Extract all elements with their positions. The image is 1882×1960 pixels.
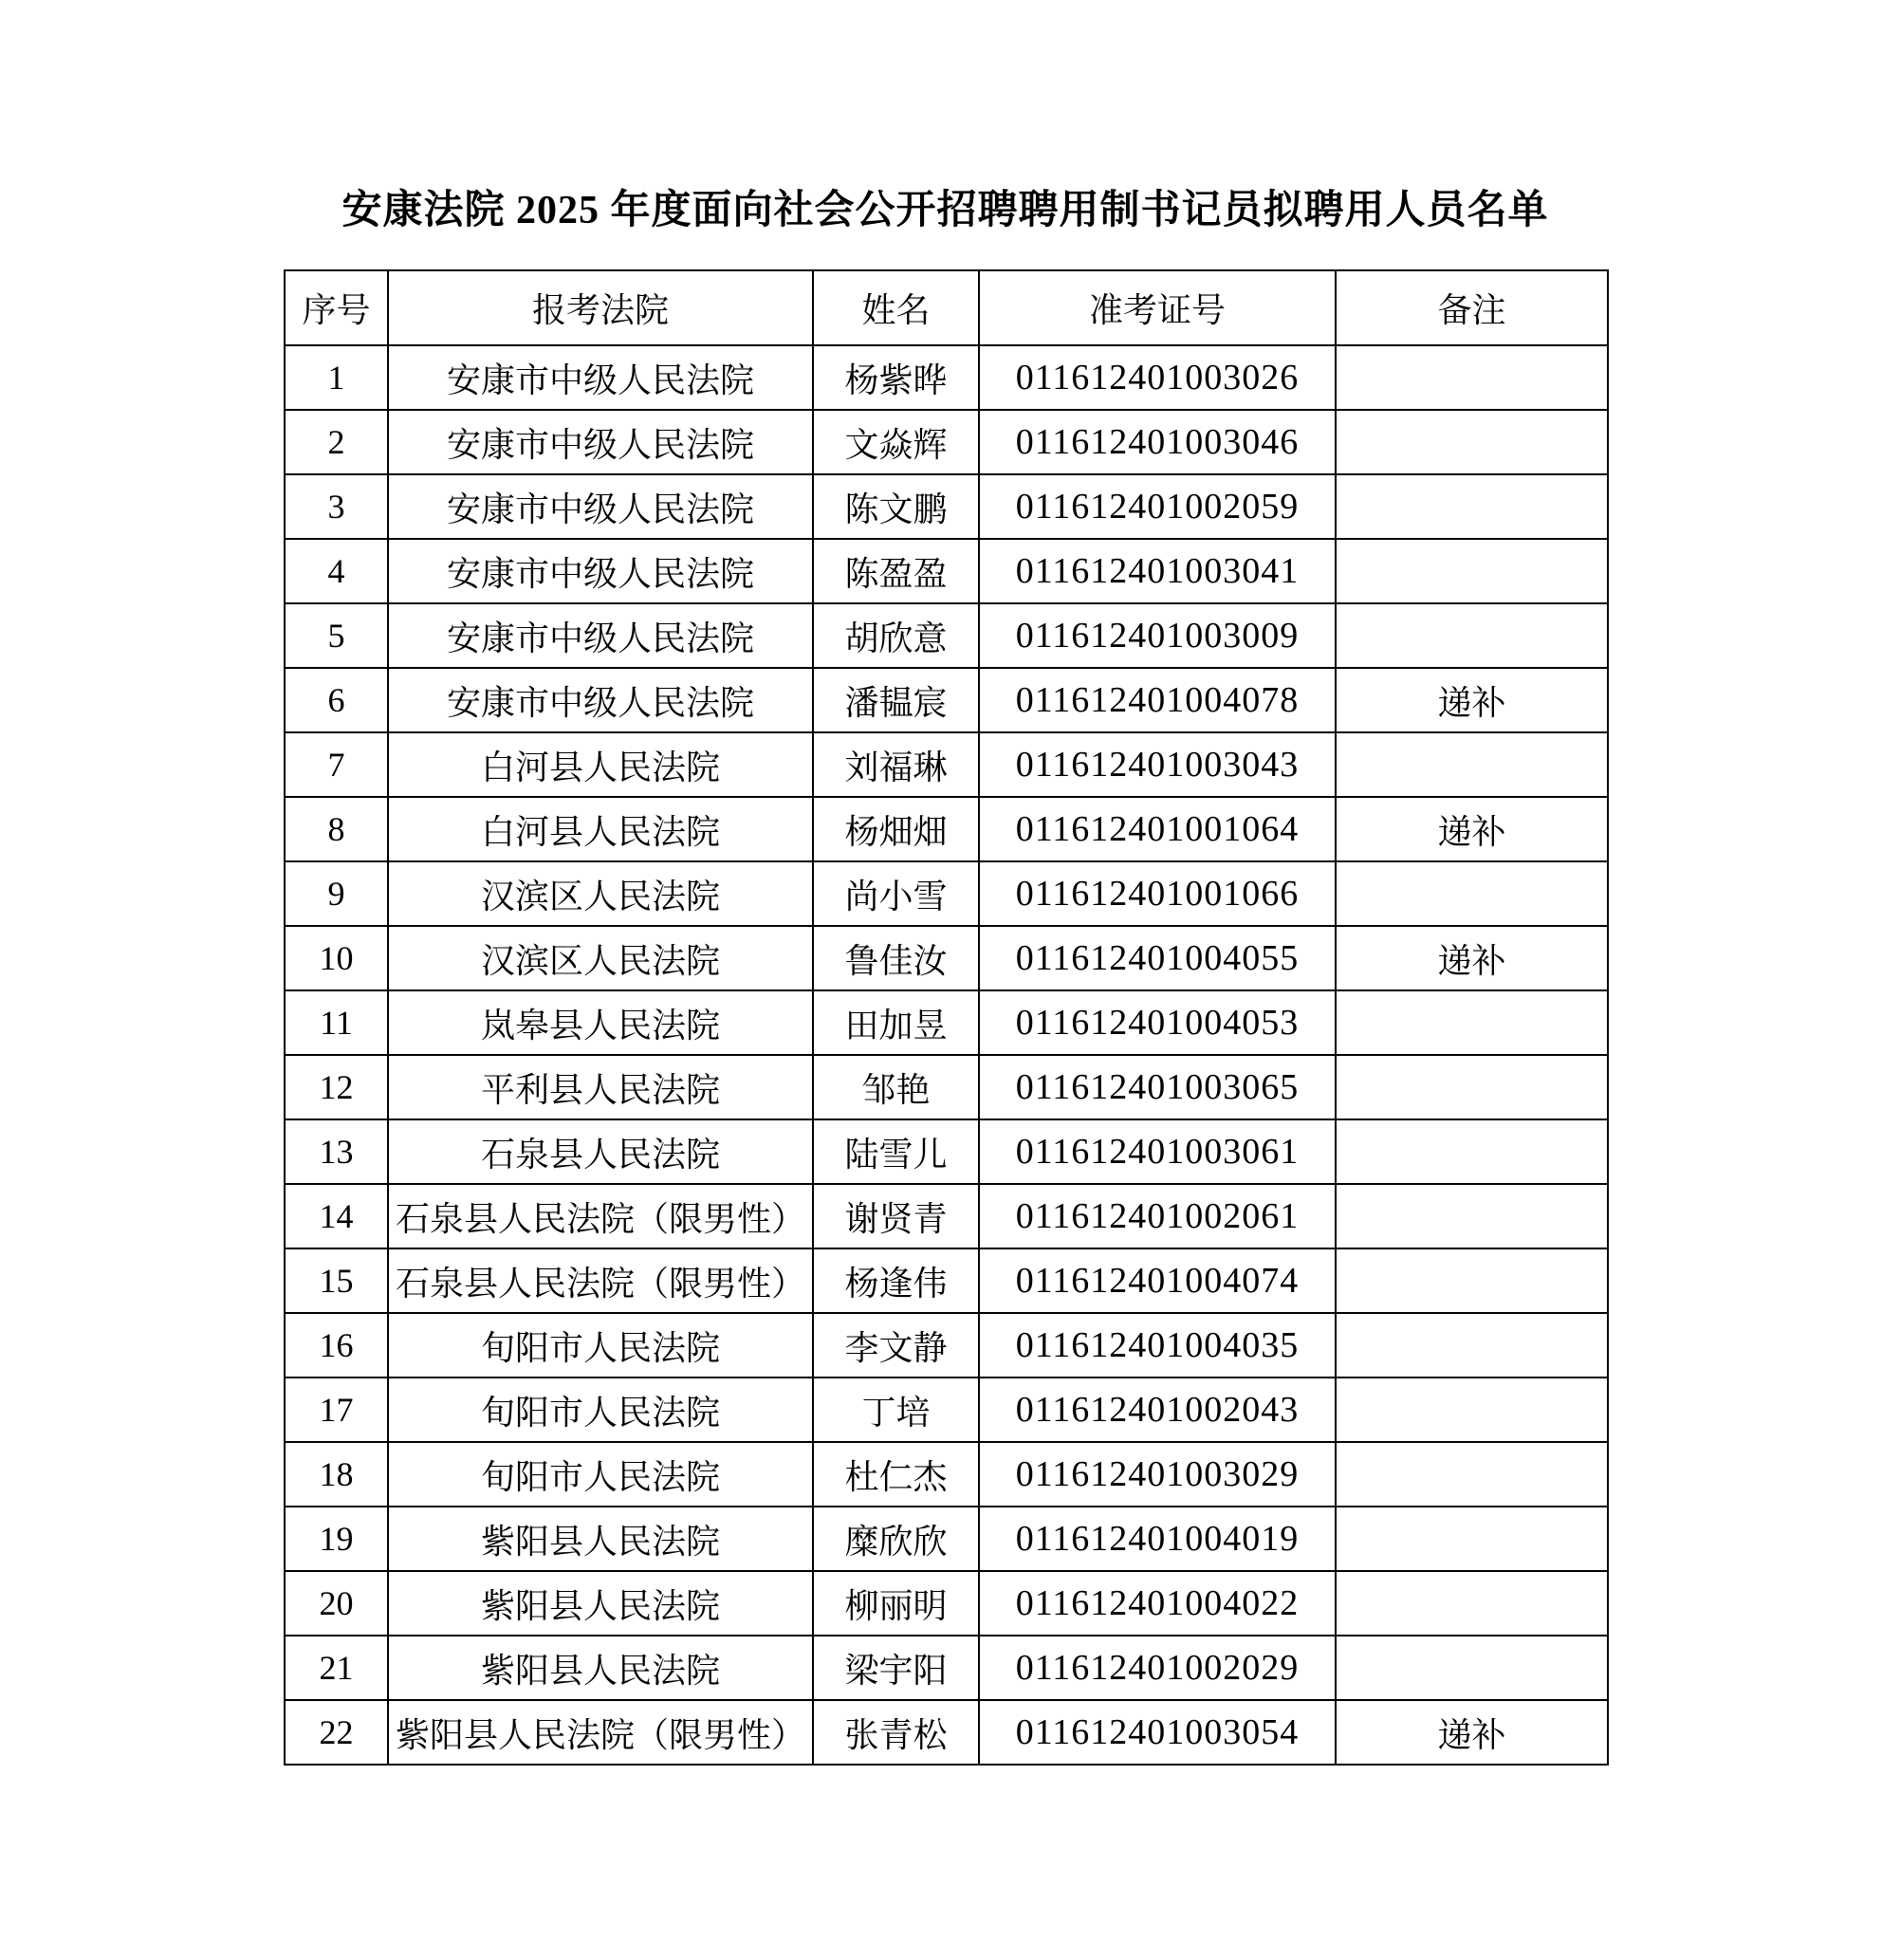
cell-remark (1336, 1442, 1608, 1507)
cell-seq: 12 (285, 1055, 388, 1119)
table-row (285, 990, 1608, 1055)
cell-remark: 递补 (1336, 668, 1608, 732)
cell-court: 紫阳县人民法院 (388, 1571, 813, 1636)
cell-ticket: 011612401004053 (979, 990, 1336, 1055)
table-row (285, 1700, 1608, 1765)
cell-court: 旬阳市人民法院 (388, 1378, 813, 1442)
cell-ticket: 011612401003054 (979, 1700, 1336, 1765)
col-header-seq: 序号 (285, 270, 388, 345)
table-row (285, 603, 1608, 668)
table-row (285, 539, 1608, 603)
cell-remark (1336, 1378, 1608, 1442)
table-row (285, 410, 1608, 474)
table-row (285, 474, 1608, 539)
cell-remark (1336, 1055, 1608, 1119)
cell-court: 平利县人民法院 (388, 1055, 813, 1119)
cell-remark: 递补 (1336, 926, 1608, 990)
cell-court: 安康市中级人民法院 (388, 668, 813, 732)
cell-name: 文焱辉 (813, 410, 979, 474)
table-row (285, 1055, 1608, 1119)
table-row (285, 1119, 1608, 1184)
cell-ticket: 011612401004022 (979, 1571, 1336, 1636)
table-row (285, 732, 1608, 797)
col-header-remark: 备注 (1336, 270, 1608, 345)
cell-name: 杜仁杰 (813, 1442, 979, 1507)
cell-remark (1336, 410, 1608, 474)
cell-remark (1336, 1248, 1608, 1313)
cell-court: 紫阳县人民法院（限男性） (388, 1700, 813, 1765)
cell-ticket: 011612401004074 (979, 1248, 1336, 1313)
table-row (285, 1442, 1608, 1507)
table-row (285, 861, 1608, 926)
cell-seq: 9 (285, 861, 388, 926)
cell-name: 张青松 (813, 1700, 979, 1765)
cell-name: 刘福琳 (813, 732, 979, 797)
cell-court: 石泉县人民法院 (388, 1119, 813, 1184)
cell-remark (1336, 1636, 1608, 1700)
cell-court: 汉滨区人民法院 (388, 926, 813, 990)
cell-name: 陆雪儿 (813, 1119, 979, 1184)
cell-seq: 2 (285, 410, 388, 474)
cell-seq: 11 (285, 990, 388, 1055)
cell-seq: 6 (285, 668, 388, 732)
cell-seq: 19 (285, 1507, 388, 1571)
cell-ticket: 011612401002061 (979, 1184, 1336, 1248)
cell-remark (1336, 539, 1608, 603)
cell-remark (1336, 861, 1608, 926)
cell-remark (1336, 1119, 1608, 1184)
cell-seq: 4 (285, 539, 388, 603)
table-row (285, 1378, 1608, 1442)
table-row (285, 1636, 1608, 1700)
cell-court: 白河县人民法院 (388, 732, 813, 797)
table-row (285, 926, 1608, 990)
cell-ticket: 011612401004035 (979, 1313, 1336, 1378)
table-row (285, 1248, 1608, 1313)
table-row (285, 797, 1608, 861)
cell-ticket: 011612401004055 (979, 926, 1336, 990)
cell-remark (1336, 1507, 1608, 1571)
cell-name: 杨逢伟 (813, 1248, 979, 1313)
cell-name: 陈盈盈 (813, 539, 979, 603)
cell-remark: 递补 (1336, 797, 1608, 861)
cell-name: 糜欣欣 (813, 1507, 979, 1571)
cell-ticket: 011612401004019 (979, 1507, 1336, 1571)
cell-name: 潘韫宸 (813, 668, 979, 732)
cell-name: 杨畑畑 (813, 797, 979, 861)
table-row (285, 1571, 1608, 1636)
cell-remark (1336, 345, 1608, 410)
cell-seq: 10 (285, 926, 388, 990)
cell-remark (1336, 1184, 1608, 1248)
table-row (285, 345, 1608, 410)
page-title: 安康法院 2025 年度面向社会公开招聘聘用制书记员拟聘用人员名单 (341, 189, 1549, 232)
cell-court: 安康市中级人民法院 (388, 539, 813, 603)
cell-court: 紫阳县人民法院 (388, 1636, 813, 1700)
cell-name: 杨紫晔 (813, 345, 979, 410)
cell-name: 陈文鹏 (813, 474, 979, 539)
cell-remark (1336, 990, 1608, 1055)
cell-court: 汉滨区人民法院 (388, 861, 813, 926)
cell-court: 紫阳县人民法院 (388, 1507, 813, 1571)
cell-remark (1336, 1313, 1608, 1378)
cell-ticket: 011612401003061 (979, 1119, 1336, 1184)
cell-ticket: 011612401001066 (979, 861, 1336, 926)
cell-name: 柳丽明 (813, 1571, 979, 1636)
cell-seq: 8 (285, 797, 388, 861)
cell-ticket: 011612401003026 (979, 345, 1336, 410)
cell-name: 胡欣意 (813, 603, 979, 668)
cell-seq: 15 (285, 1248, 388, 1313)
cell-ticket: 011612401003046 (979, 410, 1336, 474)
cell-seq: 17 (285, 1378, 388, 1442)
cell-remark: 递补 (1336, 1700, 1608, 1765)
cell-remark (1336, 1571, 1608, 1636)
cell-seq: 14 (285, 1184, 388, 1248)
cell-name: 尚小雪 (813, 861, 979, 926)
table-header-row (285, 270, 1608, 345)
cell-name: 李文静 (813, 1313, 979, 1378)
col-header-name: 姓名 (813, 270, 979, 345)
cell-court: 安康市中级人民法院 (388, 603, 813, 668)
cell-name: 田加昱 (813, 990, 979, 1055)
cell-ticket: 011612401002059 (979, 474, 1336, 539)
cell-remark (1336, 603, 1608, 668)
cell-seq: 18 (285, 1442, 388, 1507)
cell-seq: 5 (285, 603, 388, 668)
cell-ticket: 011612401004078 (979, 668, 1336, 732)
cell-name: 梁宇阳 (813, 1636, 979, 1700)
applicants-table (284, 269, 1609, 1766)
cell-remark (1336, 732, 1608, 797)
cell-court: 旬阳市人民法院 (388, 1442, 813, 1507)
cell-seq: 20 (285, 1571, 388, 1636)
cell-ticket: 011612401003043 (979, 732, 1336, 797)
cell-court: 安康市中级人民法院 (388, 410, 813, 474)
col-header-ticket: 准考证号 (979, 270, 1336, 345)
cell-seq: 22 (285, 1700, 388, 1765)
cell-seq: 3 (285, 474, 388, 539)
col-header-court: 报考法院 (388, 270, 813, 345)
cell-court: 石泉县人民法院（限男性） (388, 1184, 813, 1248)
cell-remark (1336, 474, 1608, 539)
cell-ticket: 011612401002029 (979, 1636, 1336, 1700)
cell-ticket: 011612401002043 (979, 1378, 1336, 1442)
table-row (285, 1313, 1608, 1378)
cell-name: 邹艳 (813, 1055, 979, 1119)
cell-seq: 7 (285, 732, 388, 797)
cell-name: 丁培 (813, 1378, 979, 1442)
cell-ticket: 011612401003009 (979, 603, 1336, 668)
cell-seq: 1 (285, 345, 388, 410)
cell-name: 鲁佳汝 (813, 926, 979, 990)
cell-court: 石泉县人民法院（限男性） (388, 1248, 813, 1313)
cell-seq: 16 (285, 1313, 388, 1378)
cell-ticket: 011612401003065 (979, 1055, 1336, 1119)
cell-court: 岚皋县人民法院 (388, 990, 813, 1055)
cell-ticket: 011612401003029 (979, 1442, 1336, 1507)
cell-seq: 21 (285, 1636, 388, 1700)
cell-ticket: 011612401001064 (979, 797, 1336, 861)
cell-court: 安康市中级人民法院 (388, 345, 813, 410)
cell-court: 白河县人民法院 (388, 797, 813, 861)
cell-name: 谢贤青 (813, 1184, 979, 1248)
table-row (285, 1184, 1608, 1248)
table-row (285, 1507, 1608, 1571)
cell-ticket: 011612401003041 (979, 539, 1336, 603)
cell-seq: 13 (285, 1119, 388, 1184)
cell-court: 旬阳市人民法院 (388, 1313, 813, 1378)
cell-court: 安康市中级人民法院 (388, 474, 813, 539)
table-row (285, 668, 1608, 732)
